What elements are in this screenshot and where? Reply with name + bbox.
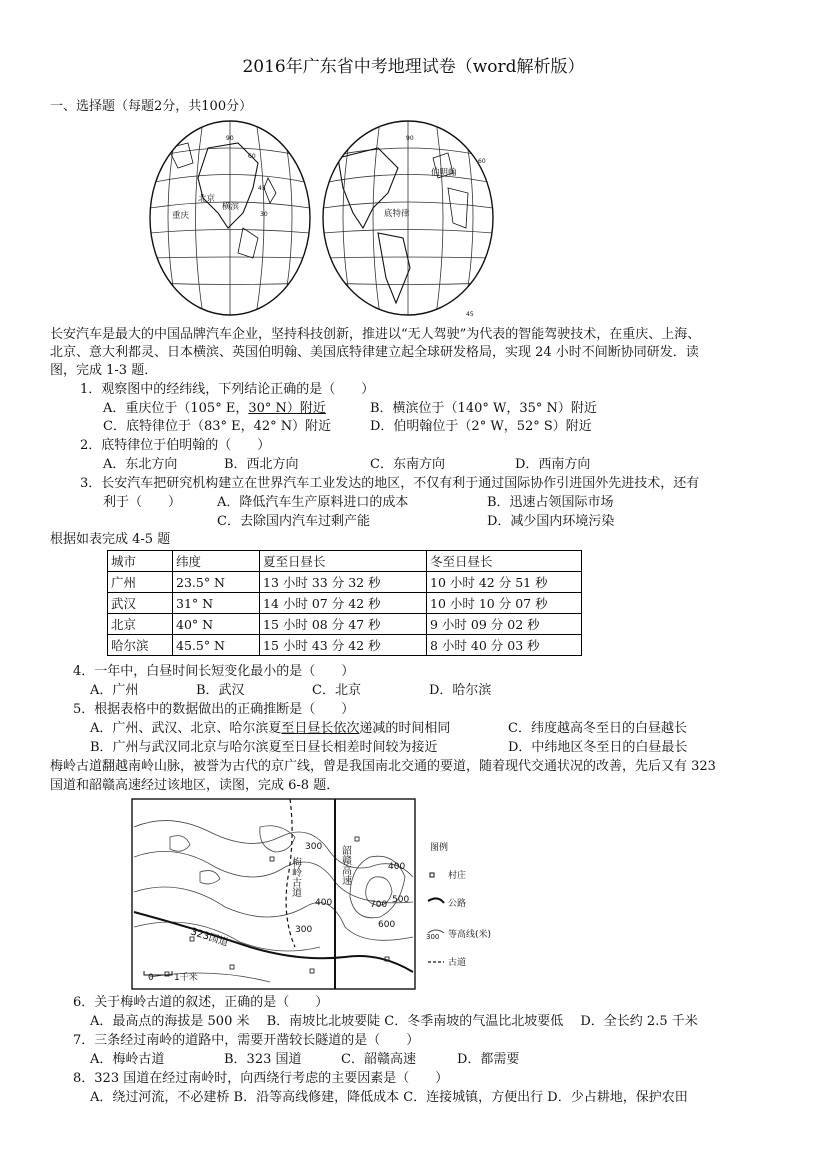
q6-stem: 6．关于梅岭古道的叙述，正确的是（ ） [73,995,329,1010]
q1-option-a-underlined: 30° N）附近 [248,401,326,416]
q5-option-c: C．纬度越高冬至日的白昼越长 [508,721,687,736]
table-cell: 10 小时 10 分 07 秒 [427,593,582,614]
q5-option-a-text: A．广州、武汉、北京、哈尔滨夏 [90,721,282,736]
q5-stem: 5．根据表格中的数据做出的正确推断是（ ） [73,702,355,717]
q7-option-d: D．都需要 [457,1052,520,1067]
q3-stem: 3．长安汽车把研究机构建立在世界汽车工业发达的地区，不仅有利于通过国际协作引进国外先进技术，还有 [80,476,700,491]
q1-option-a-text: A．重庆位于（105° E， [103,401,249,416]
table-cell: 武汉 [108,593,173,614]
table-cell: 31° N [173,593,260,614]
table-cell: 哈尔滨 [108,635,173,656]
lon-label: 90 [406,135,414,142]
table-cell: 23.5° N [173,572,260,593]
contour-label: 300 [305,842,323,852]
contour-label: 400 [315,898,333,908]
page-title: 2016年广东省中考地理试卷（word解析版） [242,57,585,77]
table-cell: 15 小时 08 分 47 秒 [260,614,427,635]
q4-option-a: A．广州 [90,683,139,698]
q1-stem: 1．观察图中的经纬线，下列结论正确的是（ ） [80,382,375,397]
table-cell: 45.5° N [173,635,260,656]
q3-option-a: A．降低汽车生产原料进口的成本 [217,495,409,510]
q5-option-a [90,720,450,738]
q7-option-a: A．梅岭古道 [90,1052,165,1067]
contour-label: 600 [378,920,396,930]
intro-paragraph-3-line-1: 梅岭古道翻越南岭山脉，被誉为古代的京广线，曾是我国南北交通的要道，随着现代交通状况的改善，先后又有 323 [50,759,716,774]
q2-option-c: C．东南方向 [370,457,445,472]
map-legend [426,841,491,968]
q3-option-b: B．迅速占领国际市场 [487,495,614,510]
table-cell: 13 小时 33 分 32 秒 [260,572,427,593]
q4-option-d: D．哈尔滨 [429,683,492,698]
q2-option-b: B．西北方向 [224,457,299,472]
q4-option-c: C．北京 [312,683,361,698]
table-cell: 广州 [108,572,173,593]
q1-option-a [103,400,326,418]
q7-option-b: B．323 国道 [224,1052,302,1067]
q2-stem: 2．底特律位于伯明翰的（ ） [80,438,271,453]
map-frame [132,799,415,989]
meiling-label: 梅岭古道 [289,857,301,897]
label-detroit: 底特律 [384,209,410,219]
q5-option-a-text-end: 递减的时间相同 [359,721,451,736]
q4-option-b: B．武汉 [196,683,245,698]
intro-paragraph-1-line-2: 北京、意大利都灵、日本横滨、英国伯明翰、美国底特律建立起全球研发格局，实现 24 小时不间断协同研发．读 [50,345,699,360]
legend-contour-val: 300 [426,933,440,941]
table-header-row [108,551,582,572]
table-cell: 北京 [108,614,173,635]
table-row [108,635,582,656]
q1-option-c: C．底特律位于（83° E，42° N）附近 [103,419,332,434]
lon-label: 90 [226,135,234,142]
table-cell: 10 小时 42 分 51 秒 [427,572,582,593]
contour-label: 500 [392,895,410,905]
road-323-label: 323国道 [189,926,230,949]
scale-km: 1千米 [174,973,198,983]
intro-paragraph-1-line-1: 长安汽车是最大的中国品牌汽车企业，坚持科技创新，推进以“无人驾驶”为代表的智能驾驶技术，在重庆、上海、 [50,327,701,342]
q6-options: A．最高点的海拔是 500 米 B．南坡比北坡要陡 C．冬季南坡的气温比北坡要低 D．全长约 2.5 千米 [90,1014,698,1029]
table-cell: 15 小时 43 分 42 秒 [260,635,427,656]
intro-paragraph-1-line-3: 图，完成 1-3 题． [50,363,158,378]
globes-figure [148,118,516,324]
q5-option-d: D．中纬地区冬至日的白昼最长 [508,740,688,755]
legend-contour: 等高线(米) [448,930,492,940]
lat-label: 60 [248,153,256,160]
q8-stem: 8．323 国道在经过南岭时，向西绕行考虑的主要因素是（ ） [73,1071,449,1086]
table-header: 城市 [108,551,173,572]
q3-option-d: D．减少国内环境污染 [487,514,615,529]
legend-ancient: 古道 [448,958,467,968]
lat-label: 30 [260,211,268,218]
intro-paragraph-3-line-2: 国道和韶赣高速经过该地区，读图，完成 6-8 题． [50,778,340,793]
q3-stem-2: 利于（ ） [103,495,182,510]
table-header: 冬至日昼长 [427,551,582,572]
label-beijing: 北京 [198,194,216,204]
legend-road: 公路 [448,899,467,909]
label-bomingham: 伯明翰 [431,168,457,178]
table-header: 夏至日昼长 [260,551,427,572]
table-cell: 14 小时 07 分 42 秒 [260,593,427,614]
label-chongqing: 重庆 [172,211,190,221]
road-323 [134,912,413,972]
q1-option-b: B．横滨位于（140° W，35° N）附近 [370,401,597,416]
q3-option-c: C．去除国内汽车过剩产能 [217,514,370,529]
table-cell: 8 小时 40 分 03 秒 [427,635,582,656]
contour-label: 300 [295,925,313,935]
q1-option-d: D．伯明翰位于（2° W，52° S）附近 [370,419,592,434]
q8-options: A．绕过河流，不必建桥 B．沿等高线修建，降低成本 C．连接城镇，方便出行 D．少占耕地，保护农田 [90,1090,688,1105]
table-cell: 40° N [173,614,260,635]
table-row [108,614,582,635]
legend-village: 村庄 [448,871,467,881]
table-header: 纬度 [173,551,260,572]
contour-label: 700 [370,900,388,910]
lat-label: 45 [466,311,474,318]
q7-option-c: C．韶赣高速 [341,1052,416,1067]
contour-label: 400 [388,862,406,872]
table-cell: 9 小时 09 分 02 秒 [427,614,582,635]
lat-label: 45 [258,185,266,192]
topographic-map [130,797,515,993]
section-heading: 一、选择题（每题2分，共100分） [50,99,253,114]
table-row [108,572,582,593]
q2-option-a: A．东北方向 [103,457,178,472]
intro-table: 根据如表完成 4-5 题 [50,532,171,547]
q5-option-b: B．广州与武汉同北京与哈尔滨夏至日昼长相差时间较为接近 [90,740,438,755]
scale-zero: 0 [148,973,154,983]
daylength-table [107,550,582,656]
legend-title: 图例 [430,843,449,853]
table-row [108,593,582,614]
q4-stem: 4．一年中，白昼时间长短变化最小的是（ ） [73,664,355,679]
lat-label: 60 [478,158,486,165]
q2-option-d: D．西南方向 [515,457,591,472]
q5-option-a-underlined: 至日昼长依次 [281,721,360,736]
label-hengbin: 横滨 [222,202,240,212]
q7-stem: 7．三条经过南岭的道路中，需要开凿较长隧道的是（ ） [73,1033,420,1048]
shaogan-label: 韶赣高速 [339,845,351,885]
